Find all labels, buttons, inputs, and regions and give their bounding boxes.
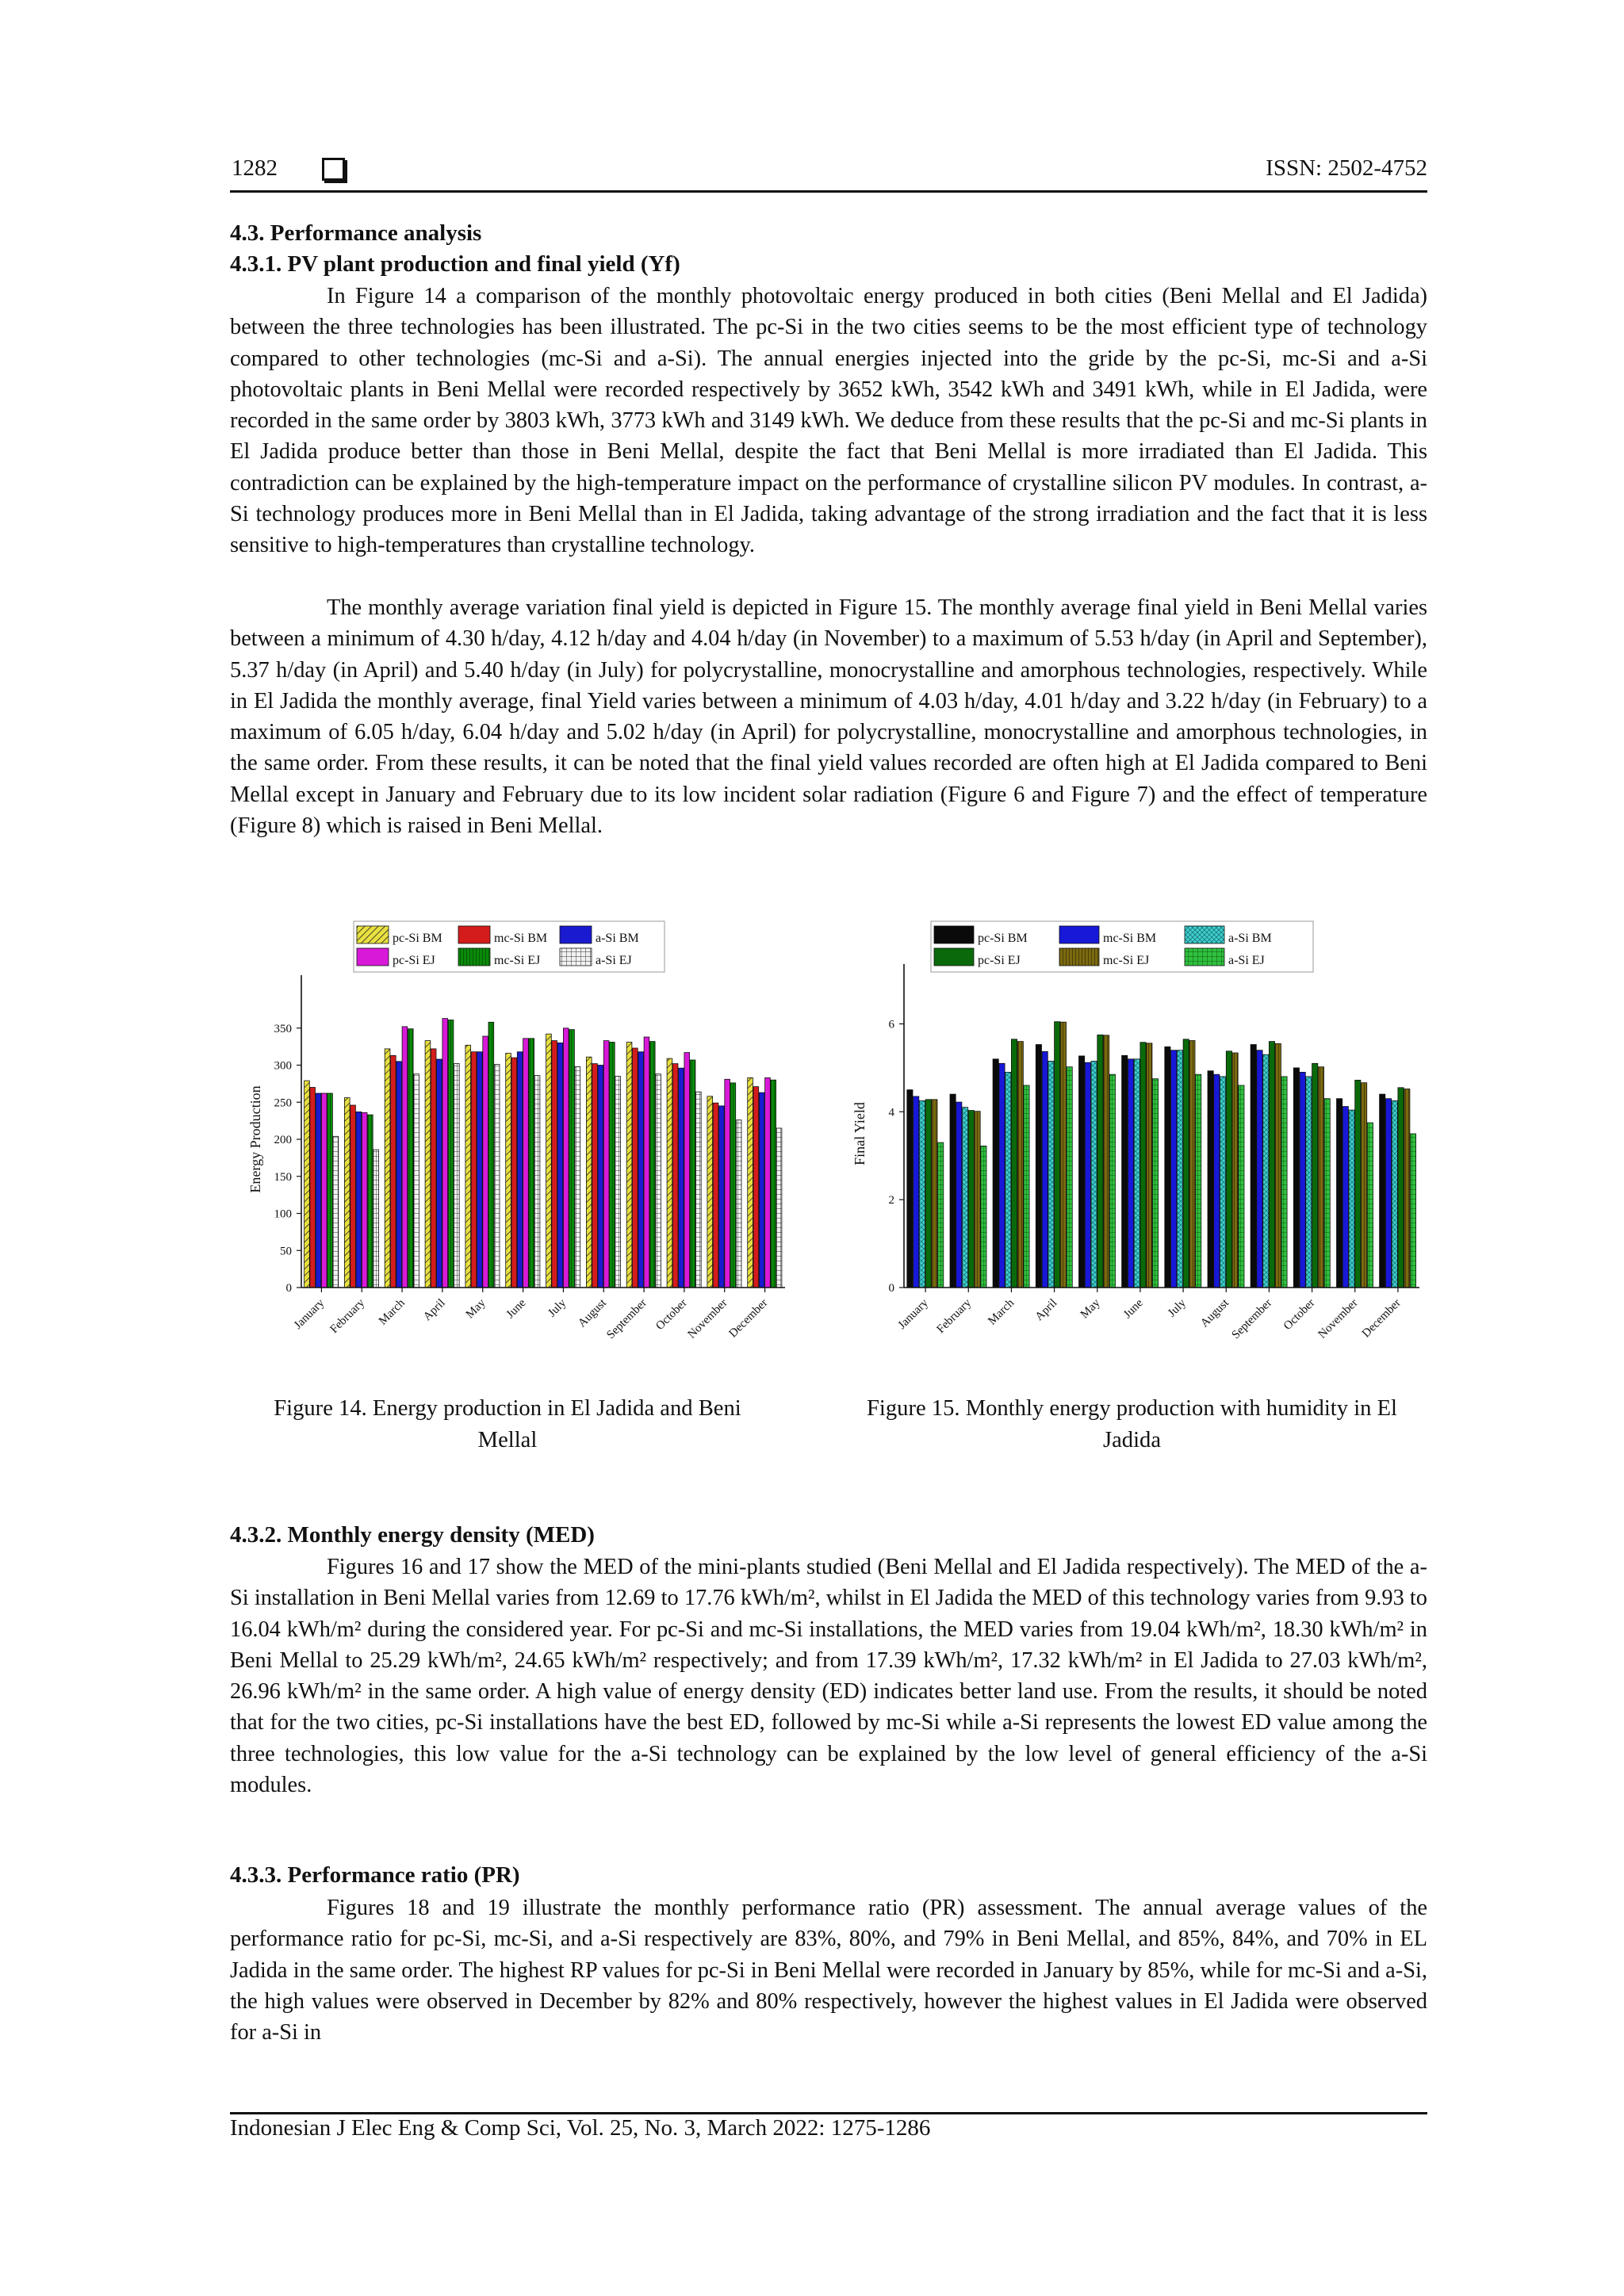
x-tick-label-december: December — [1359, 1296, 1404, 1341]
bar-pc-si-ej-august — [603, 1041, 609, 1288]
bar-pc-si-bm-april — [425, 1041, 431, 1288]
bar-mc-si-bm-june — [1128, 1059, 1133, 1288]
bar-mc-si-bm-july — [552, 1041, 557, 1288]
section-heading-4-3-2: 4.3.2. Monthly energy density (MED) — [230, 1522, 595, 1548]
bar-a-si-ej-april — [1067, 1067, 1072, 1288]
bar-pc-si-bm-december — [748, 1077, 753, 1288]
bar-pc-si-ej-february — [362, 1112, 367, 1288]
figure-15-chart — [841, 918, 1427, 1370]
footer-rule — [230, 2112, 1427, 2114]
legend-swatch — [560, 926, 592, 943]
y-tick-label: 0 — [285, 1282, 292, 1295]
y-tick-label: 50 — [280, 1245, 292, 1258]
paragraph-final-yield: The monthly average variation final yield is depicted in Figure 15. The monthly average final yield in Beni Mellal varies between a minimum of 4.30 h/day, 4.12 h/day and 4.04 h/day (in November) to a maximum of 5.53 h/day (in April and September), 5.37 h/day (in April) and 5.40 h/day (in July) for polycrystalline, monocrystalline and amorphous technologies, respectively. While in El Jadida the monthly average, final Yield varies between a minimum of 4.03 h/day, 4.01 h/day and 3.22 h/day (in February) to a maximum of 6.05 h/day, 6.04 h/day and 5.02 h/day (in April) for polycrystalline, monocrystalline and amorphous technologies, in the same order. From these results, it can be noted that the final yield values recorded are often high at El Jadida compared to Beni Mellal except in January and February due to its low incident solar radiation (Figure 6 and Figure 7) and the effect of temperature (Figure 8) which is raised in Beni Mellal. — [230, 595, 1427, 839]
bar-a-si-bm-april — [437, 1059, 442, 1288]
bar-pc-si-ej-february — [968, 1111, 974, 1288]
figure-14-chart — [238, 918, 793, 1370]
bar-pc-si-ej-september — [644, 1037, 649, 1288]
bar-pc-si-bm-june — [1122, 1055, 1128, 1288]
legend-swatch — [1185, 926, 1224, 943]
x-tick-label-february: February — [934, 1296, 975, 1337]
x-tick-label-september: September — [604, 1296, 649, 1342]
y-tick-label: 4 — [888, 1106, 894, 1119]
paper-page — [230, 0, 1427, 2296]
bar-a-si-ej-october — [1324, 1099, 1330, 1288]
legend-entry: pc-Si BM — [978, 932, 1028, 945]
y-axis-label: Final Yield — [852, 1102, 868, 1165]
bar-pc-si-ej-december — [1398, 1088, 1404, 1288]
bar-a-si-ej-december — [1410, 1134, 1415, 1288]
bar-pc-si-bm-september — [1251, 1045, 1256, 1288]
legend-swatch — [458, 948, 490, 966]
legend-entry: mc-Si EJ — [494, 954, 541, 967]
bar-a-si-bm-february — [963, 1108, 968, 1288]
x-tick-label-march: March — [986, 1296, 1017, 1328]
bar-pc-si-ej-march — [1011, 1039, 1017, 1288]
bar-mc-si-ej-october — [1318, 1067, 1323, 1288]
bar-pc-si-bm-december — [1380, 1094, 1385, 1288]
bar-pc-si-ej-june — [1140, 1043, 1146, 1288]
bar-a-si-bm-december — [759, 1093, 764, 1288]
bar-pc-si-bm-september — [626, 1043, 632, 1288]
bar-a-si-bm-january — [919, 1100, 925, 1288]
bar-mc-si-ej-april — [448, 1020, 454, 1288]
bar-pc-si-bm-march — [993, 1059, 998, 1288]
bar-a-si-ej-september — [1281, 1077, 1287, 1288]
bar-pc-si-bm-october — [1293, 1068, 1299, 1288]
y-tick-label: 350 — [274, 1022, 292, 1035]
bar-pc-si-ej-november — [725, 1079, 730, 1288]
bar-mc-si-ej-august — [610, 1043, 615, 1288]
bar-pc-si-bm-march — [385, 1049, 390, 1288]
bar-pc-si-bm-february — [950, 1094, 956, 1288]
x-tick-label-december: December — [726, 1296, 771, 1341]
bar-pc-si-ej-march — [402, 1027, 408, 1288]
x-tick-label-september: September — [1229, 1296, 1275, 1342]
bar-mc-si-bm-april — [431, 1049, 436, 1288]
legend-entry: pc-Si EJ — [978, 954, 1021, 967]
bar-mc-si-ej-december — [1404, 1089, 1410, 1288]
section-heading-4-3: 4.3. Performance analysis — [230, 220, 482, 246]
bar-mc-si-bm-february — [350, 1105, 356, 1288]
legend-entry: a-Si BM — [1228, 932, 1272, 945]
bar-pc-si-bm-may — [1079, 1056, 1085, 1288]
bar-mc-si-ej-march — [408, 1029, 413, 1288]
bar-a-si-ej-june — [534, 1076, 540, 1288]
bar-mc-si-ej-july — [1189, 1041, 1195, 1288]
bar-pc-si-bm-february — [344, 1098, 350, 1288]
bar-pc-si-ej-august — [1226, 1051, 1231, 1288]
legend-swatch — [1059, 926, 1099, 943]
section-heading-4-3-1: 4.3.1. PV plant production and final yield (Yf) — [230, 251, 680, 277]
bar-a-si-bm-april — [1048, 1062, 1054, 1288]
bar-a-si-bm-september — [638, 1052, 644, 1288]
square-bullet-icon — [322, 158, 345, 181]
bar-a-si-bm-october — [1306, 1077, 1312, 1288]
bar-a-si-bm-june — [517, 1052, 523, 1288]
bar-a-si-bm-january — [316, 1093, 321, 1288]
bar-a-si-bm-november — [719, 1106, 725, 1288]
figure-15-caption: Figure 15. Monthly energy production with humidity in El Jadida — [867, 1396, 1397, 1452]
bar-mc-si-bm-august — [1214, 1074, 1220, 1288]
legend-swatch — [934, 926, 974, 943]
bar-mc-si-bm-january — [914, 1096, 919, 1288]
bar-mc-si-ej-august — [1232, 1053, 1238, 1288]
bar-pc-si-bm-january — [304, 1081, 310, 1288]
bar-mc-si-ej-december — [771, 1080, 776, 1288]
bar-a-si-bm-december — [1392, 1100, 1397, 1288]
legend-swatch — [357, 948, 389, 966]
legend-entry: a-Si BM — [596, 932, 639, 945]
bar-pc-si-bm-july — [1165, 1047, 1170, 1288]
bar-a-si-ej-october — [696, 1092, 702, 1288]
bar-pc-si-bm-november — [707, 1096, 713, 1288]
bar-mc-si-ej-march — [1017, 1042, 1023, 1288]
y-tick-label: 250 — [274, 1096, 292, 1110]
bar-pc-si-bm-april — [1036, 1045, 1041, 1288]
y-tick-label: 2 — [888, 1194, 894, 1207]
journal-footer: Indonesian J Elec Eng & Comp Sci, Vol. 25, No. 3, March 2022: 1275-1286 — [230, 2115, 931, 2141]
bar-a-si-bm-march — [396, 1062, 402, 1288]
bar-mc-si-bm-february — [956, 1102, 962, 1288]
bar-pc-si-ej-july — [563, 1028, 569, 1288]
legend-swatch — [934, 948, 974, 966]
y-axis-label: Energy Production — [247, 1085, 263, 1193]
bar-pc-si-bm-october — [667, 1058, 672, 1288]
bar-mc-si-bm-may — [1085, 1062, 1090, 1288]
paragraph-med: Figures 16 and 17 show the MED of the mini-plants studied (Beni Mellal and El Jadida respectively). The MED of the a-Si installation in Beni Mellal varies from 12.69 to 17.76 kWh/m², whilst in El Jadida the MED of this technology varies from 9.93 to 16.04 kWh/m² during the considered year. For pc-Si and mc-Si installations, the MED varies from 19.04 kWh/m², 18.30 kWh/m² in Beni Mellal to 25.29 kWh/m², 24.65 kWh/m² respectively; and from 17.39 kWh/m², 17.32 kWh/m² in El Jadida to 27.03 kWh/m², 26.96 kWh/m² in the same order. A high value of energy density (ED) indicates better land use. From the results, it should be noted that for the two cities, pc-Si installations have the best ED, followed by mc-Si while a-Si represents the lowest ED value among the three technologies, this low value for the a-Si technology can be explained by the low level of general efficiency of the a-Si modules. — [230, 1555, 1427, 1798]
bar-pc-si-ej-october — [1312, 1063, 1318, 1288]
y-tick-label: 200 — [274, 1134, 292, 1146]
bar-mc-si-ej-july — [569, 1030, 575, 1288]
bar-pc-si-bm-may — [465, 1045, 471, 1288]
legend-entry: mc-Si BM — [494, 932, 548, 945]
section-heading-4-3-3: 4.3.3. Performance ratio (PR) — [230, 1862, 520, 1888]
bar-pc-si-ej-june — [523, 1039, 529, 1288]
x-tick-label-august: August — [1198, 1296, 1232, 1330]
figure-14-caption: Figure 14. Energy production in El Jadida and Beni Mellal — [274, 1396, 741, 1452]
bar-mc-si-bm-september — [1257, 1050, 1262, 1288]
bar-pc-si-bm-june — [506, 1054, 511, 1288]
y-tick-label: 6 — [888, 1018, 894, 1031]
x-tick-label-july: July — [546, 1296, 569, 1320]
bar-a-si-ej-august — [1239, 1085, 1244, 1288]
bar-a-si-ej-september — [656, 1074, 661, 1288]
bar-a-si-ej-august — [615, 1077, 621, 1288]
bar-a-si-bm-august — [1220, 1077, 1226, 1288]
legend-entry: mc-Si EJ — [1103, 954, 1150, 967]
bar-pc-si-ej-january — [925, 1100, 931, 1288]
x-tick-label-november: November — [1316, 1296, 1361, 1341]
x-tick-label-july: July — [1165, 1296, 1189, 1320]
x-tick-label-february: February — [327, 1296, 368, 1337]
bar-mc-si-ej-june — [529, 1039, 534, 1288]
bar-mc-si-ej-september — [1275, 1043, 1281, 1288]
bar-mc-si-ej-november — [730, 1083, 736, 1288]
bar-mc-si-bm-june — [511, 1058, 517, 1288]
bar-mc-si-bm-march — [999, 1063, 1005, 1288]
bar-pc-si-bm-january — [907, 1090, 913, 1288]
x-tick-label-may: May — [463, 1296, 488, 1322]
bar-mc-si-bm-january — [310, 1088, 316, 1288]
bar-pc-si-ej-january — [321, 1093, 327, 1288]
legend-swatch — [357, 926, 389, 943]
page-number: 1282 — [232, 155, 278, 181]
y-tick-label: 0 — [888, 1282, 894, 1295]
bar-mc-si-ej-june — [1147, 1043, 1152, 1288]
bar-a-si-bm-july — [1177, 1050, 1182, 1288]
paragraph-production: In Figure 14 a comparison of the monthly photovoltaic energy produced in both cities (Beni Mellal and El Jadida) between the three technologies has been illustrated. The pc-Si in the two cities seems to be the most efficient type of technology compared to other technologies (mc-Si and a-Si). The annual energies injected into the gride by the pc-Si, mc-Si and a-Si photovoltaic plants in Beni Mellal were recorded respectively by 3652 kWh, 3542 kWh and 3491 kWh, while in El Jadida, were recorded in the same order by 3803 kWh, 3773 kWh and 3149 kWh. We deduce from these results that the pc-Si and mc-Si plants in El Jadida produce better than those in Beni Mellal, despite the fact that Beni Mellal is more irradiated than El Jadida. This contradiction can be explained by the high-temperature impact on the performance of crystalline silicon PV modules. In contrast, a-Si technology produces more in Beni Mellal than in El Jadida, taking advantage of the strong irradiation and the fact that it is less sensitive to high-temperatures than crystalline technology. — [230, 284, 1427, 558]
bar-mc-si-bm-april — [1042, 1051, 1048, 1288]
x-tick-label-january: January — [895, 1296, 931, 1332]
bar-a-si-ej-may — [494, 1065, 500, 1288]
bar-a-si-bm-october — [679, 1068, 684, 1288]
x-tick-label-august: August — [576, 1296, 610, 1330]
x-tick-label-january: January — [291, 1296, 327, 1332]
bar-a-si-ej-april — [454, 1064, 460, 1288]
bar-mc-si-ej-october — [690, 1060, 695, 1288]
bar-mc-si-bm-november — [1342, 1107, 1348, 1288]
bar-mc-si-bm-december — [753, 1087, 759, 1288]
bar-a-si-bm-february — [356, 1112, 362, 1288]
bar-pc-si-ej-september — [1269, 1042, 1274, 1288]
bar-a-si-bm-march — [1005, 1072, 1011, 1288]
bar-mc-si-ej-february — [975, 1112, 980, 1288]
bar-a-si-ej-june — [1152, 1079, 1158, 1288]
bar-a-si-bm-november — [1349, 1110, 1354, 1288]
bar-a-si-ej-may — [1109, 1074, 1115, 1288]
bar-a-si-bm-september — [1263, 1054, 1269, 1288]
bar-a-si-ej-february — [373, 1150, 379, 1288]
legend-swatch — [1185, 948, 1224, 966]
legend-entry: pc-Si BM — [393, 932, 442, 945]
legend-entry: a-Si EJ — [596, 954, 632, 967]
bar-mc-si-bm-november — [713, 1103, 718, 1288]
page-header — [230, 155, 1427, 190]
bar-a-si-bm-may — [1091, 1062, 1097, 1288]
x-tick-label-april: April — [421, 1296, 448, 1324]
y-tick-label: 300 — [274, 1059, 292, 1073]
legend-entry: mc-Si BM — [1103, 932, 1157, 945]
legend-swatch — [458, 926, 490, 943]
y-tick-label: 100 — [274, 1207, 292, 1221]
legend-swatch — [560, 948, 592, 966]
paragraph-pr: Figures 18 and 19 illustrate the monthly performance ratio (PR) assessment. The annual average values of the performance ratio for pc-Si, mc-Si, and a-Si respectively are 83%, 80%, and 79% in Beni Mellal, and 85%, 84%, and 70% in EL Jadida in the same order. The highest RP values for pc-Si in Beni Mellal were recorded in January by 85%, while for mc-Si and a-Si, the high values were observed in December by 82% and 80% respectively, however the highest values in El Jadida were observed for a-Si in — [230, 1896, 1427, 2045]
bar-a-si-ej-january — [333, 1136, 339, 1288]
legend-entry: pc-Si EJ — [393, 954, 435, 967]
bar-mc-si-ej-november — [1362, 1083, 1367, 1288]
x-tick-label-october: October — [653, 1296, 690, 1333]
legend-swatch — [1059, 948, 1099, 966]
header-rule — [230, 190, 1427, 193]
bar-pc-si-ej-october — [684, 1053, 690, 1288]
bar-a-si-ej-july — [1196, 1074, 1201, 1288]
x-tick-label-june: June — [1120, 1296, 1146, 1322]
bar-a-si-ej-february — [981, 1146, 986, 1288]
bar-mc-si-bm-july — [1171, 1050, 1177, 1288]
bar-mc-si-ej-may — [1104, 1035, 1109, 1288]
bar-mc-si-ej-may — [488, 1022, 494, 1288]
x-tick-label-june: June — [504, 1296, 529, 1322]
x-tick-label-march: March — [376, 1296, 408, 1328]
bar-a-si-ej-july — [575, 1066, 580, 1288]
bar-pc-si-ej-april — [1055, 1022, 1060, 1288]
bar-mc-si-ej-january — [932, 1100, 937, 1288]
x-tick-label-october: October — [1281, 1296, 1318, 1333]
x-tick-label-november: November — [685, 1296, 730, 1341]
bar-pc-si-ej-may — [1097, 1035, 1103, 1288]
bar-pc-si-bm-august — [1208, 1071, 1213, 1288]
bar-a-si-ej-november — [736, 1120, 741, 1288]
bar-mc-si-bm-may — [471, 1052, 477, 1288]
issn: ISSN: 2502-4752 — [1266, 155, 1427, 181]
bar-mc-si-bm-september — [633, 1048, 638, 1288]
x-tick-label-may: May — [1078, 1296, 1103, 1322]
bar-mc-si-bm-december — [1385, 1099, 1391, 1288]
bar-pc-si-ej-december — [765, 1077, 771, 1288]
bar-mc-si-ej-september — [649, 1042, 655, 1288]
bar-mc-si-bm-october — [1300, 1072, 1305, 1288]
bar-mc-si-bm-august — [592, 1064, 598, 1288]
bar-pc-si-ej-may — [483, 1036, 488, 1288]
y-tick-label: 150 — [274, 1170, 292, 1184]
bar-a-si-ej-december — [776, 1128, 782, 1288]
bar-a-si-bm-july — [557, 1043, 563, 1288]
bar-pc-si-bm-august — [586, 1057, 592, 1288]
bar-a-si-bm-may — [477, 1052, 483, 1288]
bar-mc-si-ej-february — [368, 1115, 373, 1288]
bar-a-si-bm-august — [598, 1066, 603, 1288]
bar-a-si-ej-november — [1367, 1123, 1373, 1288]
bar-mc-si-bm-october — [672, 1064, 678, 1288]
bar-a-si-bm-june — [1134, 1059, 1139, 1288]
legend-entry: a-Si EJ — [1228, 954, 1265, 967]
bar-pc-si-ej-april — [442, 1019, 448, 1288]
bar-mc-si-bm-march — [391, 1055, 396, 1288]
bar-pc-si-bm-july — [546, 1034, 552, 1288]
bar-mc-si-ej-april — [1060, 1022, 1066, 1288]
bar-pc-si-ej-november — [1355, 1080, 1361, 1288]
x-tick-label-april: April — [1032, 1296, 1060, 1324]
bar-mc-si-ej-january — [327, 1093, 333, 1288]
bar-a-si-ej-january — [938, 1142, 944, 1288]
bar-pc-si-bm-november — [1337, 1099, 1342, 1288]
bar-a-si-ej-march — [1024, 1085, 1029, 1288]
bar-a-si-ej-march — [414, 1074, 419, 1288]
bar-pc-si-ej-july — [1183, 1039, 1189, 1288]
